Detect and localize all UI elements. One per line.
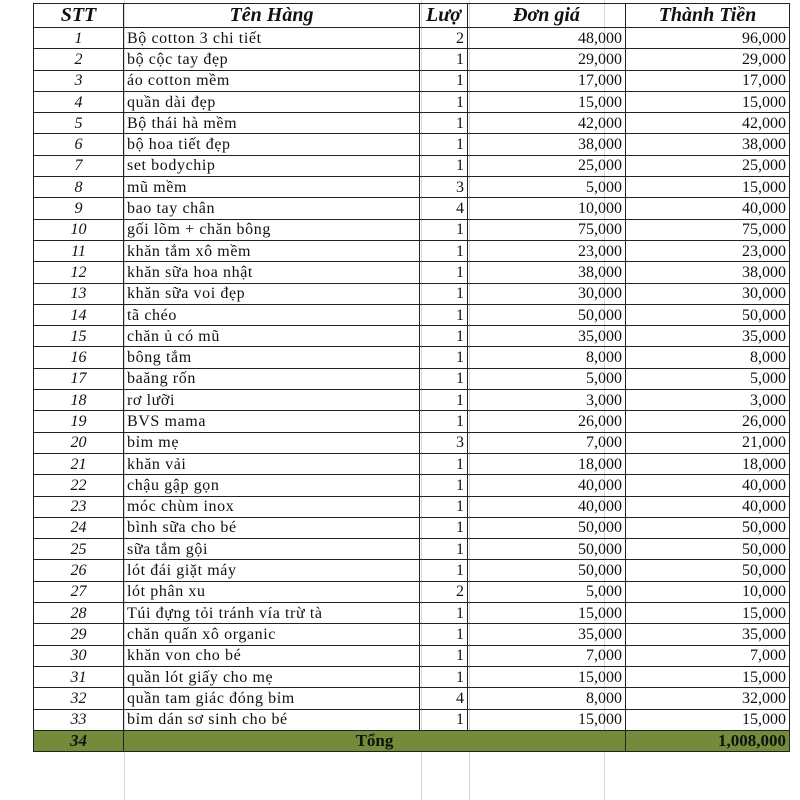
cell-price[interactable]: 7,000: [468, 432, 626, 453]
table-row: [34, 560, 790, 581]
invoice-table: [33, 3, 790, 752]
cell-total[interactable]: 15,000: [626, 177, 790, 198]
cell-stt[interactable]: 16: [34, 347, 124, 368]
table-row: [34, 177, 790, 198]
cell-total[interactable]: 5,000: [626, 368, 790, 389]
cell-name[interactable]: sữa tắm gội: [124, 539, 420, 560]
cell-qty[interactable]: 1: [420, 262, 468, 283]
table-row: [34, 539, 790, 560]
table-row: [34, 326, 790, 347]
cell-stt[interactable]: 22: [34, 475, 124, 496]
cell-qty[interactable]: 1: [420, 539, 468, 560]
cell-name[interactable]: khăn von cho bé: [124, 645, 420, 666]
table-row: [34, 240, 790, 261]
cell-stt[interactable]: 25: [34, 539, 124, 560]
cell-qty[interactable]: 1: [420, 390, 468, 411]
table-row: [34, 134, 790, 155]
cell-stt[interactable]: 6: [34, 134, 124, 155]
cell-total[interactable]: 40,000: [626, 198, 790, 219]
cell-qty[interactable]: 1: [420, 666, 468, 687]
cell-total[interactable]: 40,000: [626, 475, 790, 496]
cell-price[interactable]: 25,000: [468, 155, 626, 176]
cell-qty[interactable]: 1: [420, 326, 468, 347]
cell-total[interactable]: 50,000: [626, 560, 790, 581]
cell-name[interactable]: khăn sữa hoa nhật: [124, 262, 420, 283]
cell-qty[interactable]: 1: [420, 475, 468, 496]
header-stt[interactable]: STT: [34, 4, 124, 28]
cell-total[interactable]: 75,000: [626, 219, 790, 240]
table-row: [34, 198, 790, 219]
table-row: [34, 709, 790, 730]
header-price[interactable]: Đơn giá: [468, 4, 626, 28]
cell-qty[interactable]: 1: [420, 347, 468, 368]
cell-name[interactable]: bông tắm: [124, 347, 420, 368]
cell-price[interactable]: 18,000: [468, 453, 626, 474]
cell-name[interactable]: bộ hoa tiết đẹp: [124, 134, 420, 155]
cell-qty[interactable]: 1: [420, 709, 468, 730]
cell-stt[interactable]: 21: [34, 453, 124, 474]
table-row: [34, 517, 790, 538]
cell-qty[interactable]: 1: [420, 517, 468, 538]
cell-total[interactable]: 40,000: [626, 496, 790, 517]
cell-total[interactable]: 23,000: [626, 240, 790, 261]
cell-price[interactable]: 8,000: [468, 347, 626, 368]
cell-stt[interactable]: 29: [34, 624, 124, 645]
cell-name[interactable]: quần tam giác đóng bỉm: [124, 688, 420, 709]
cell-stt[interactable]: 9: [34, 198, 124, 219]
cell-price[interactable]: 50,000: [468, 560, 626, 581]
table-row: [34, 475, 790, 496]
cell-name[interactable]: quần lót giấy cho mẹ: [124, 666, 420, 687]
cell-name[interactable]: quần dài đẹp: [124, 91, 420, 112]
summary-row: [34, 730, 790, 751]
cell-name[interactable]: baăng rốn: [124, 368, 420, 389]
cell-total[interactable]: 7,000: [626, 645, 790, 666]
cell-total[interactable]: 15,000: [626, 603, 790, 624]
cell-price[interactable]: 50,000: [468, 304, 626, 325]
cell-total[interactable]: 17,000: [626, 70, 790, 91]
cell-total[interactable]: 38,000: [626, 134, 790, 155]
cell-price[interactable]: 40,000: [468, 475, 626, 496]
cell-price[interactable]: 26,000: [468, 411, 626, 432]
table-row: [34, 645, 790, 666]
cell-qty[interactable]: 1: [420, 496, 468, 517]
cell-qty[interactable]: 1: [420, 453, 468, 474]
table-row: [34, 411, 790, 432]
cell-name[interactable]: Bộ thái hà mềm: [124, 113, 420, 134]
cell-total[interactable]: 10,000: [626, 581, 790, 602]
cell-qty[interactable]: 1: [420, 304, 468, 325]
cell-stt[interactable]: 17: [34, 368, 124, 389]
cell-name[interactable]: gối lõm + chăn bông: [124, 219, 420, 240]
cell-stt[interactable]: 13: [34, 283, 124, 304]
cell-price[interactable]: 7,000: [468, 645, 626, 666]
cell-price[interactable]: 3,000: [468, 390, 626, 411]
cell-qty[interactable]: 1: [420, 560, 468, 581]
cell-total[interactable]: 15,000: [626, 666, 790, 687]
table-row: [34, 581, 790, 602]
cell-qty[interactable]: 2: [420, 581, 468, 602]
cell-stt[interactable]: 3: [34, 70, 124, 91]
cell-price[interactable]: 30,000: [468, 283, 626, 304]
cell-price[interactable]: 38,000: [468, 262, 626, 283]
cell-total[interactable]: 30,000: [626, 283, 790, 304]
cell-stt[interactable]: 7: [34, 155, 124, 176]
cell-name[interactable]: Túi đựng tỏi tránh vía trừ tà: [124, 603, 420, 624]
cell-qty[interactable]: 1: [420, 49, 468, 70]
cell-stt[interactable]: 5: [34, 113, 124, 134]
cell-name[interactable]: chậu gập gọn: [124, 475, 420, 496]
cell-qty[interactable]: 1: [420, 91, 468, 112]
table-row: [34, 688, 790, 709]
cell-qty[interactable]: 1: [420, 240, 468, 261]
cell-name[interactable]: lót đái giặt máy: [124, 560, 420, 581]
table-row: [34, 347, 790, 368]
cell-name[interactable]: BVS mama: [124, 411, 420, 432]
table-row: [34, 390, 790, 411]
cell-stt[interactable]: 23: [34, 496, 124, 517]
cell-total[interactable]: 42,000: [626, 113, 790, 134]
cell-name[interactable]: bộ cộc tay đẹp: [124, 49, 420, 70]
cell-total[interactable]: 50,000: [626, 304, 790, 325]
cell-qty[interactable]: 4: [420, 688, 468, 709]
table-row: [34, 91, 790, 112]
cell-name[interactable]: khăn vải: [124, 453, 420, 474]
cell-total[interactable]: 50,000: [626, 539, 790, 560]
cell-stt[interactable]: 2: [34, 49, 124, 70]
cell-stt[interactable]: 4: [34, 91, 124, 112]
table-row: [34, 603, 790, 624]
cell-name[interactable]: bỉm dán sơ sinh cho bé: [124, 709, 420, 730]
cell-price[interactable]: 15,000: [468, 709, 626, 730]
cell-price[interactable]: 35,000: [468, 624, 626, 645]
cell-total[interactable]: 32,000: [626, 688, 790, 709]
table-row: [34, 368, 790, 389]
cell-total[interactable]: 21,000: [626, 432, 790, 453]
cell-total[interactable]: 38,000: [626, 262, 790, 283]
cell-stt[interactable]: 26: [34, 560, 124, 581]
cell-total[interactable]: 8,000: [626, 347, 790, 368]
cell-name[interactable]: mũ mềm: [124, 177, 420, 198]
cell-qty[interactable]: 1: [420, 70, 468, 91]
cell-stt[interactable]: 14: [34, 304, 124, 325]
cell-name[interactable]: móc chùm inox: [124, 496, 420, 517]
cell-qty[interactable]: 2: [420, 28, 468, 49]
table-row: [34, 496, 790, 517]
table-row: [34, 219, 790, 240]
cell-name[interactable]: set bodychip: [124, 155, 420, 176]
cell-total[interactable]: 3,000: [626, 390, 790, 411]
cell-stt[interactable]: 24: [34, 517, 124, 538]
cell-price[interactable]: 8,000: [468, 688, 626, 709]
cell-name[interactable]: áo cotton mềm: [124, 70, 420, 91]
table-row: [34, 70, 790, 91]
cell-total[interactable]: 18,000: [626, 453, 790, 474]
cell-price[interactable]: 5,000: [468, 177, 626, 198]
cell-qty[interactable]: 1: [420, 645, 468, 666]
table-body: [34, 28, 790, 731]
cell-total[interactable]: 25,000: [626, 155, 790, 176]
cell-name[interactable]: khăn tắm xô mềm: [124, 240, 420, 261]
cell-price[interactable]: 17,000: [468, 70, 626, 91]
cell-name[interactable]: bỉm mẹ: [124, 432, 420, 453]
cell-price[interactable]: 38,000: [468, 134, 626, 155]
cell-qty[interactable]: 1: [420, 624, 468, 645]
cell-price[interactable]: 5,000: [468, 581, 626, 602]
cell-qty[interactable]: 1: [420, 155, 468, 176]
cell-name[interactable]: lót phân xu: [124, 581, 420, 602]
cell-price[interactable]: 23,000: [468, 240, 626, 261]
cell-stt[interactable]: 1: [34, 28, 124, 49]
cell-stt[interactable]: 30: [34, 645, 124, 666]
cell-price[interactable]: 50,000: [468, 539, 626, 560]
cell-stt[interactable]: 31: [34, 666, 124, 687]
cell-price[interactable]: 75,000: [468, 219, 626, 240]
cell-price[interactable]: 42,000: [468, 113, 626, 134]
cell-qty[interactable]: 1: [420, 283, 468, 304]
table-row: [34, 624, 790, 645]
cell-name[interactable]: khăn sữa voi đẹp: [124, 283, 420, 304]
cell-name[interactable]: chăn quấn xô organic: [124, 624, 420, 645]
header-row: [34, 4, 790, 28]
summary-total[interactable]: 1,008,000: [626, 730, 790, 751]
summary-label[interactable]: Tổng: [124, 730, 626, 751]
cell-stt[interactable]: 33: [34, 709, 124, 730]
cell-stt[interactable]: 28: [34, 603, 124, 624]
cell-price[interactable]: 10,000: [468, 198, 626, 219]
cell-qty[interactable]: 1: [420, 411, 468, 432]
table-row: [34, 113, 790, 134]
cell-total[interactable]: 96,000: [626, 28, 790, 49]
header-qty[interactable]: Lượ: [420, 4, 468, 28]
cell-qty[interactable]: 1: [420, 113, 468, 134]
cell-stt[interactable]: 10: [34, 219, 124, 240]
cell-qty[interactable]: 1: [420, 134, 468, 155]
cell-name[interactable]: rơ lưỡi: [124, 390, 420, 411]
cell-qty[interactable]: 1: [420, 219, 468, 240]
table-row: [34, 432, 790, 453]
header-total[interactable]: Thành Tiền: [626, 4, 790, 28]
cell-stt[interactable]: 15: [34, 326, 124, 347]
cell-stt[interactable]: 12: [34, 262, 124, 283]
cell-qty[interactable]: 1: [420, 603, 468, 624]
cell-price[interactable]: 5,000: [468, 368, 626, 389]
cell-name[interactable]: bao tay chân: [124, 198, 420, 219]
table-row: [34, 262, 790, 283]
header-name[interactable]: Tên Hàng: [124, 4, 420, 28]
cell-stt[interactable]: 18: [34, 390, 124, 411]
cell-name[interactable]: chăn ủ có mũ: [124, 326, 420, 347]
cell-price[interactable]: 15,000: [468, 666, 626, 687]
cell-total[interactable]: 15,000: [626, 709, 790, 730]
table-row: [34, 453, 790, 474]
cell-stt[interactable]: 20: [34, 432, 124, 453]
table-row: [34, 49, 790, 70]
table-row: [34, 304, 790, 325]
cell-price[interactable]: 15,000: [468, 91, 626, 112]
cell-price[interactable]: 29,000: [468, 49, 626, 70]
summary-stt[interactable]: 34: [34, 730, 124, 751]
cell-stt[interactable]: 11: [34, 240, 124, 261]
cell-total[interactable]: 26,000: [626, 411, 790, 432]
cell-qty[interactable]: 3: [420, 432, 468, 453]
cell-total[interactable]: 50,000: [626, 517, 790, 538]
cell-qty[interactable]: 1: [420, 368, 468, 389]
table-row: [34, 283, 790, 304]
table-row: [34, 155, 790, 176]
cell-qty[interactable]: 3: [420, 177, 468, 198]
cell-total[interactable]: 29,000: [626, 49, 790, 70]
table-row: [34, 28, 790, 49]
cell-price[interactable]: 15,000: [468, 603, 626, 624]
cell-total[interactable]: 35,000: [626, 326, 790, 347]
cell-stt[interactable]: 32: [34, 688, 124, 709]
cell-name[interactable]: Bộ cotton 3 chi tiết: [124, 28, 420, 49]
cell-price[interactable]: 35,000: [468, 326, 626, 347]
table-row: [34, 666, 790, 687]
cell-stt[interactable]: 8: [34, 177, 124, 198]
cell-total[interactable]: 15,000: [626, 91, 790, 112]
cell-price[interactable]: 40,000: [468, 496, 626, 517]
cell-stt[interactable]: 27: [34, 581, 124, 602]
cell-qty[interactable]: 4: [420, 198, 468, 219]
cell-price[interactable]: 50,000: [468, 517, 626, 538]
cell-total[interactable]: 35,000: [626, 624, 790, 645]
cell-name[interactable]: bình sữa cho bé: [124, 517, 420, 538]
cell-name[interactable]: tã chéo: [124, 304, 420, 325]
cell-price[interactable]: 48,000: [468, 28, 626, 49]
cell-stt[interactable]: 19: [34, 411, 124, 432]
